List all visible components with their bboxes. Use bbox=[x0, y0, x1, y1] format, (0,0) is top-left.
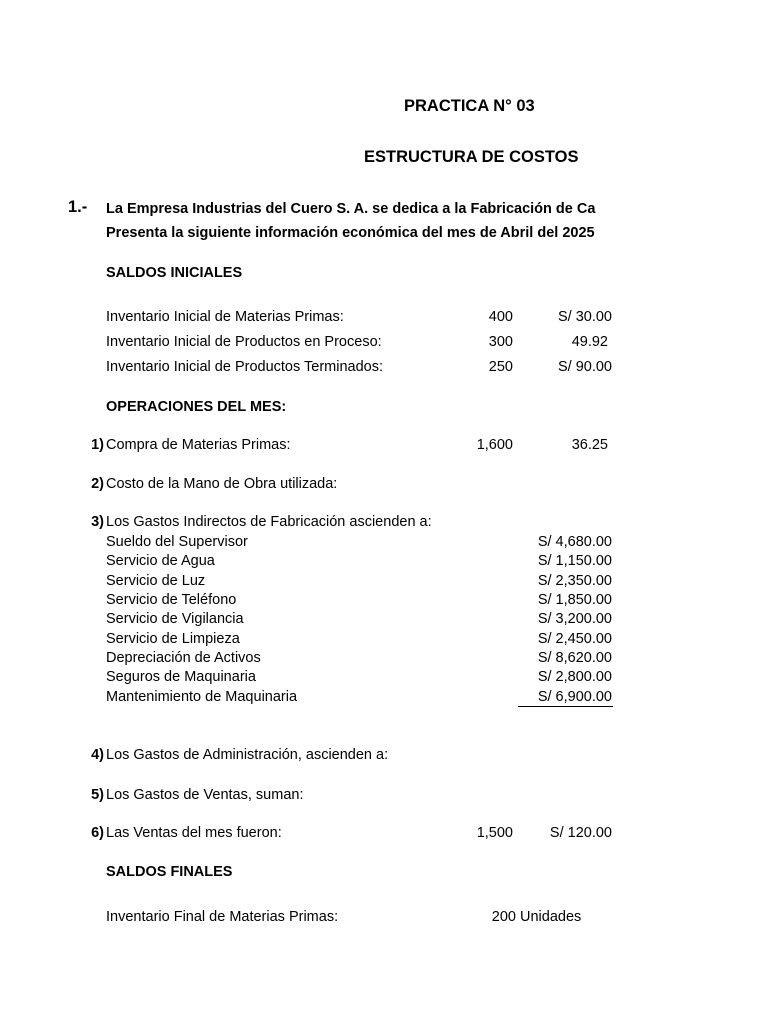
row-price: 36.25 bbox=[571, 437, 608, 453]
overhead-item-label: Servicio de Agua bbox=[106, 553, 215, 569]
row-label: Los Gastos de Ventas, suman: bbox=[106, 787, 304, 803]
row-label: Los Gastos Indirectos de Fabricación ascienden a: bbox=[106, 514, 432, 530]
row-label: Inventario Inicial de Materias Primas: bbox=[106, 309, 344, 325]
overhead-item-label: Depreciación de Activos bbox=[106, 650, 261, 666]
row-quantity: 1,500 bbox=[476, 825, 513, 841]
item-number: 5) bbox=[91, 787, 104, 803]
row-price: 49.92 bbox=[571, 334, 608, 350]
row-label: Inventario Final de Materias Primas: bbox=[106, 909, 339, 925]
item-number: 1) bbox=[91, 437, 104, 453]
row-unit: Unidades bbox=[520, 909, 582, 925]
section-heading-saldos-iniciales: SALDOS INICIALES bbox=[106, 265, 243, 281]
overhead-item-label: Mantenimiento de Maquinaria bbox=[106, 689, 298, 705]
page-title: PRACTICA N° 03 bbox=[404, 97, 535, 115]
overhead-item-label: Servicio de Teléfono bbox=[106, 592, 237, 608]
overhead-item-amount: S/ 4,680.00 bbox=[537, 534, 612, 550]
row-label: Costo de la Mano de Obra utilizada: bbox=[106, 476, 338, 492]
section-heading-saldos-finales: SALDOS FINALES bbox=[106, 864, 233, 880]
row-quantity: 200 bbox=[491, 909, 516, 925]
total-underline bbox=[518, 706, 613, 707]
row-price: S/ 120.00 bbox=[549, 825, 612, 841]
overhead-item-label: Servicio de Luz bbox=[106, 573, 206, 589]
row-price: S/ 30.00 bbox=[557, 309, 612, 325]
overhead-item-amount: S/ 2,800.00 bbox=[537, 669, 612, 685]
overhead-item-amount: S/ 1,150.00 bbox=[537, 553, 612, 569]
row-quantity: 250 bbox=[488, 359, 513, 375]
row-label: Los Gastos de Administración, ascienden a: bbox=[106, 747, 389, 763]
overhead-item-label: Servicio de Vigilancia bbox=[106, 611, 244, 627]
item-number: 2) bbox=[91, 476, 104, 492]
row-quantity: 1,600 bbox=[476, 437, 513, 453]
overhead-item-amount: S/ 2,350.00 bbox=[537, 573, 612, 589]
problem-number: 1.- bbox=[68, 198, 88, 216]
item-number: 3) bbox=[91, 514, 104, 530]
overhead-item-label: Sueldo del Supervisor bbox=[106, 534, 248, 550]
section-heading-operaciones: OPERACIONES DEL MES: bbox=[106, 399, 287, 415]
overhead-item-amount: S/ 2,450.00 bbox=[537, 631, 612, 647]
overhead-item-amount: S/ 8,620.00 bbox=[537, 650, 612, 666]
row-label: Inventario Inicial de Productos en Proceso: bbox=[106, 334, 382, 350]
overhead-item-amount: S/ 6,900.00 bbox=[537, 689, 612, 705]
row-label: Las Ventas del mes fueron: bbox=[106, 825, 282, 841]
row-label: Compra de Materias Primas: bbox=[106, 437, 291, 453]
page-subtitle: ESTRUCTURA DE COSTOS bbox=[364, 148, 579, 166]
overhead-item-label: Seguros de Maquinaria bbox=[106, 669, 256, 685]
row-price: S/ 90.00 bbox=[557, 359, 612, 375]
row-label: Inventario Inicial de Productos Terminados: bbox=[106, 359, 383, 375]
problem-statement-line-1: La Empresa Industrias del Cuero S. A. se dedica a la Fabricación de Ca bbox=[106, 201, 596, 217]
overhead-item-amount: S/ 3,200.00 bbox=[537, 611, 612, 627]
item-number: 6) bbox=[91, 825, 104, 841]
overhead-item-label: Servicio de Limpieza bbox=[106, 631, 240, 647]
item-number: 4) bbox=[91, 747, 104, 763]
overhead-item-amount: S/ 1,850.00 bbox=[537, 592, 612, 608]
problem-statement-line-2: Presenta la siguiente información económica del mes de Abril del 2025 bbox=[106, 225, 595, 241]
row-quantity: 400 bbox=[488, 309, 513, 325]
row-quantity: 300 bbox=[488, 334, 513, 350]
